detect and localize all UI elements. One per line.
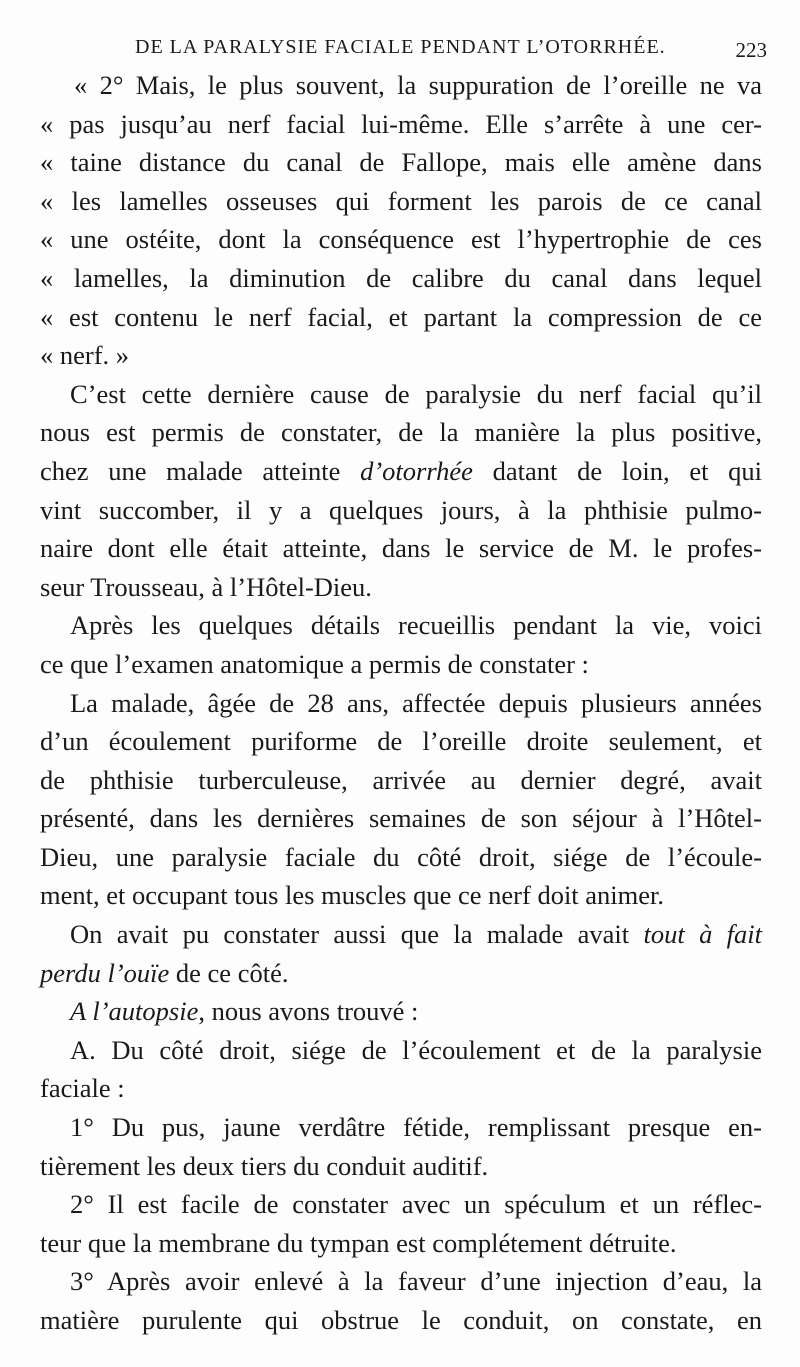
text-line: matière purulente qui obstrue le conduit, on constate, en [40,1305,762,1335]
text-line: seur Trousseau, à l’Hôtel-Dieu. [40,571,372,602]
text-line: « pas jusqu’au nerf facial lui-même. Elle s’arrête à une cer- [40,108,762,139]
text-line: Dieu, une paralysie faciale du côté droit, siége de l’écoule- [40,841,762,872]
text-line: « est contenu le nerf facial, et partant la compression de ce [40,301,762,332]
italic-text: perdu l’ouïe [40,957,170,988]
running-title: DE LA PARALYSIE FACIALE PENDANT L’OTORRHÉE. [135,36,666,58]
text-span: , nous avons trouvé : [198,996,419,1027]
text-line: Après les quelques détails recueillis pendant la vie, voici [70,610,762,641]
text-line: « 2° Mais, le plus souvent, la suppuration de l’oreille ne va [74,70,762,100]
text-line: présenté, dans les dernières semaines de son séjour à l’Hôtel- [40,803,762,834]
text-line: La malade, âgée de 28 ans, affectée depuis plusieurs années [70,687,762,718]
text-line: 3° Après avoir enlevé à la faveur d’une injection d’eau, la [70,1266,762,1297]
text-line: ment, et occupant tous les muscles que ce nerf doit animer. [40,880,665,911]
text-line: ce que l’examen anatomique a permis de constater : [40,648,589,679]
text-line [40,992,762,1031]
text-line: de phthisie turberculeuse, arrivée au dernier degré, avait [40,764,762,795]
text-line: teur que la membrane du tympan est complétement détruite. [40,1227,677,1258]
text-line: naire dont elle était atteinte, dans le service de M. le profes- [40,533,762,564]
italic-text: d’otorrhée [360,455,473,486]
text-line: nous est permis de constater, de la manière la plus positive, [40,417,762,448]
text-line: tièrement les deux tiers du conduit auditif. [40,1150,489,1181]
italic-text: tout à fait [643,919,762,950]
text-line: « les lamelles osseuses qui forment les parois de ce canal [40,185,762,216]
text-span: datant de loin, et qui [472,455,762,486]
text-span: chez une malade atteinte [40,455,361,486]
text-line: 2° Il est facile de constater avec un spéculum et un réflec- [70,1189,762,1220]
text-span: On avait pu constater aussi que la malade avait [70,919,644,950]
text-line: « une ostéite, dont la conséquence est l’hypertrophie de ces [40,224,762,255]
body-text [40,66,762,1340]
italic-text: l’autopsie [92,996,199,1027]
text-line: « nerf. » [40,340,130,371]
italic-text: A [70,996,93,1027]
text-line: A. Du côté droit, siége de l’écoulement et de la paralysie [70,1034,762,1065]
text-span: de ce côté. [169,957,289,988]
text-line: vint succomber, il y a quelques jours, à la phthisie pulmo- [40,494,762,525]
text-line [40,954,762,993]
text-line: faciale : [40,1073,125,1104]
text-line: « taine distance du canal de Fallope, mais elle amène dans [40,147,762,178]
text-line: d’un écoulement puriforme de l’oreille droite seulement, et [40,726,762,757]
text-line: « lamelles, la diminution de calibre du canal dans lequel [40,262,762,293]
text-line [40,452,762,491]
text-line [40,915,762,954]
text-line: 1° Du pus, jaune verdâtre fétide, remplissant presque en- [70,1112,762,1143]
page-number: 223 [735,38,767,62]
text-line: C’est cette dernière cause de paralysie du nerf facial qu’il [70,378,762,409]
running-header [135,30,775,66]
